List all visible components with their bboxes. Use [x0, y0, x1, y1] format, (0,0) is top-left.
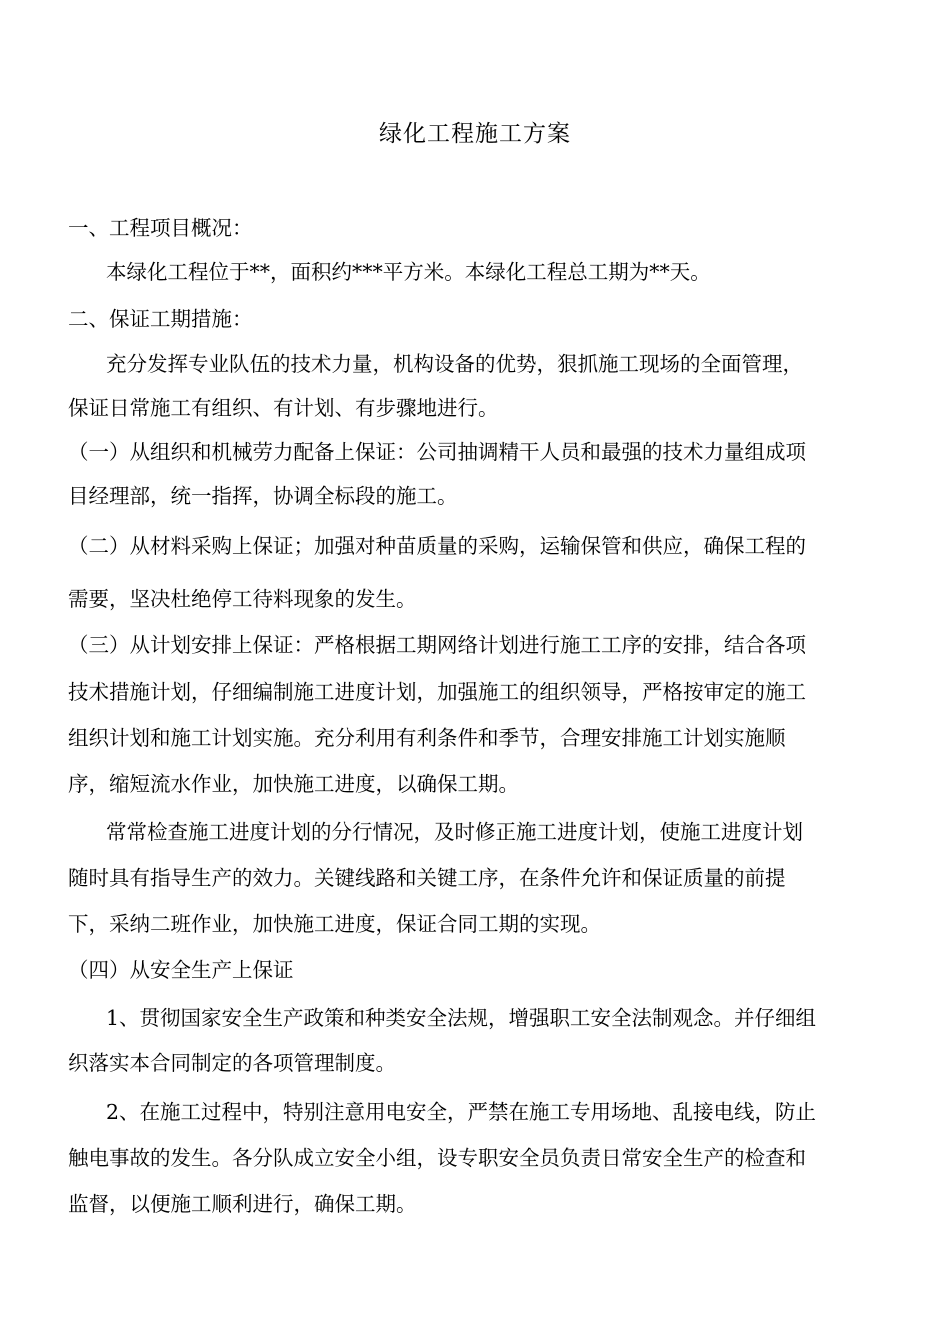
paragraph-line: 充分发挥专业队伍的技术力量，机构设备的优势，狠抓施工现场的全面管理，: [106, 352, 803, 376]
paragraph-line: 触电事故的发生。各分队成立安全小组，设专职安全员负责日常安全生产的检查和: [68, 1146, 806, 1170]
list-item-line: 2、在施工过程中，特别注意用电安全，严禁在施工专用场地、乱接电线，防止: [106, 1100, 817, 1124]
paragraph-line: 本绿化工程位于**，面积约***平方米。本绿化工程总工期为**天。: [106, 260, 711, 284]
subsection-line: （二）从材料采购上保证；加强对种苗质量的采购，运输保管和供应，确保工程的: [68, 534, 806, 558]
paragraph-line: 随时具有指导生产的效力。关键线路和关键工序，在条件允许和保证质量的前提: [68, 866, 786, 890]
section-heading-1: 一、工程项目概况：: [68, 216, 253, 240]
subsection-line: （四）从安全生产上保证: [68, 958, 294, 982]
paragraph-line: 序，缩短流水作业，加快施工进度，以确保工期。: [68, 772, 519, 796]
section-heading-2: 二、保证工期措施：: [68, 307, 253, 331]
list-item-line: 1、贯彻国家安全生产政策和种类安全法规，增强职工安全法制观念。并仔细组: [106, 1006, 817, 1030]
subsection-line: （三）从计划安排上保证：严格根据工期网络计划进行施工工序的安排，结合各项: [68, 633, 806, 657]
paragraph-line: 组织计划和施工计划实施。充分利用有利条件和季节，合理安排施工计划实施顺: [68, 726, 786, 750]
paragraph-line: 保证日常施工有组织、有计划、有步骤地进行。: [68, 396, 499, 420]
paragraph-line: 织落实本合同制定的各项管理制度。: [68, 1051, 396, 1075]
paragraph-line: 监督，以便施工顺利进行，确保工期。: [68, 1192, 417, 1216]
paragraph-line: 技术措施计划，仔细编制施工进度计划，加强施工的组织领导，严格按审定的施工: [68, 680, 806, 704]
document-title: 绿化工程施工方案: [379, 121, 571, 147]
paragraph-line: 常常检查施工进度计划的分行情况，及时修正施工进度计划，使施工进度计划: [106, 820, 803, 844]
paragraph-line: 下，采纳二班作业，加快施工进度，保证合同工期的实现。: [68, 912, 601, 936]
paragraph-line: 目经理部，统一指挥，协调全标段的施工。: [68, 484, 458, 508]
paragraph-line: 需要，坚决杜绝停工待料现象的发生。: [68, 587, 417, 611]
subsection-line: （一）从组织和机械劳力配备上保证：公司抽调精干人员和最强的技术力量组成项: [68, 440, 806, 464]
